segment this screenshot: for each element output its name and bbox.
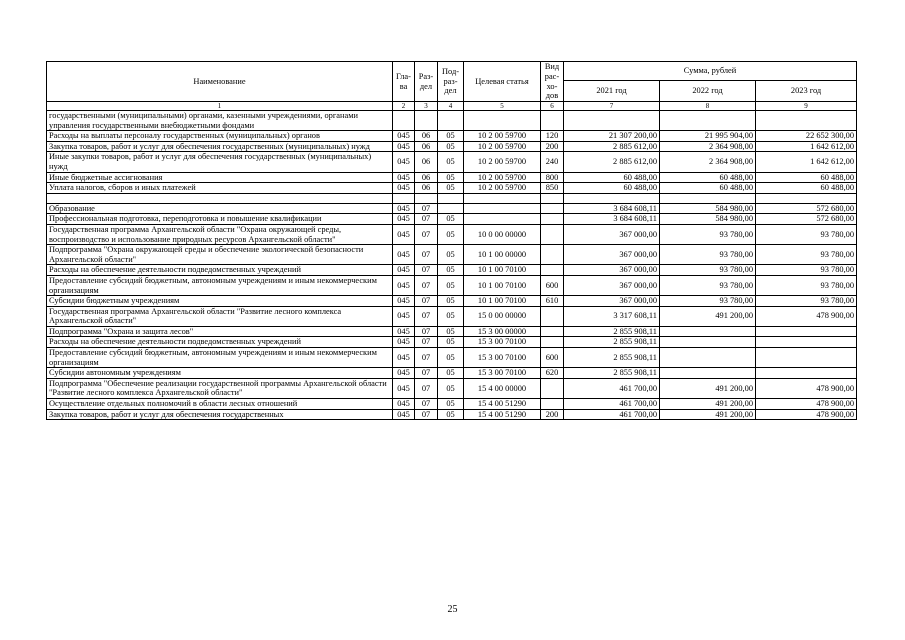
row-target: 10 1 00 00000 — [464, 245, 541, 265]
row-sum-2023: 478 900,00 — [756, 306, 857, 326]
row-sum-2023: 478 900,00 — [756, 399, 857, 410]
row-sum-2021 — [564, 111, 660, 131]
row-podrazdel: 05 — [438, 183, 464, 194]
row-name: Государственная программа Архангельской области "Охрана окружающей среды, воспроизводство и использование природных ресурсов Архангельской области" — [47, 224, 393, 244]
budget-table — [46, 61, 857, 420]
row-vid — [541, 399, 564, 410]
row-sum-2022 — [660, 337, 756, 348]
row-podrazdel: 05 — [438, 368, 464, 379]
row-podrazdel: 05 — [438, 275, 464, 295]
row-name: государственными (муниципальными) органами, казенными учреждениями, органами управления государственными внебюджетными фондами — [47, 111, 393, 131]
row-razdel: 07 — [415, 265, 438, 276]
row-glava: 045 — [393, 141, 415, 152]
table-row — [47, 296, 857, 307]
row-sum-2021: 3 317 608,11 — [564, 306, 660, 326]
row-name: Подпрограмма "Обеспечение реализации государственной программы Архангельской области "Развитие лесного комплекса Архангельской области" — [47, 378, 393, 398]
row-target: 10 2 00 59700 — [464, 152, 541, 172]
row-vid — [541, 214, 564, 225]
row-glava: 045 — [393, 131, 415, 142]
row-podrazdel: 05 — [438, 265, 464, 276]
row-sum-2022: 2 364 908,00 — [660, 152, 756, 172]
table-header-row — [47, 62, 857, 81]
row-target: 10 2 00 59700 — [464, 131, 541, 142]
row-sum-2023: 93 780,00 — [756, 224, 857, 244]
header-2023: 2023 год — [756, 81, 857, 102]
row-sum-2021 — [564, 193, 660, 203]
row-name: Расходы на обеспечение деятельности подведомственных учреждений — [47, 337, 393, 348]
col-number: 8 — [660, 102, 756, 111]
row-vid: 850 — [541, 183, 564, 194]
row-sum-2021: 2 855 908,11 — [564, 326, 660, 337]
row-glava: 045 — [393, 172, 415, 183]
row-razdel: 07 — [415, 348, 438, 368]
table-row — [47, 183, 857, 194]
row-target — [464, 193, 541, 203]
table-row — [47, 214, 857, 225]
row-sum-2022: 93 780,00 — [660, 275, 756, 295]
row-podrazdel: 05 — [438, 326, 464, 337]
row-glava: 045 — [393, 409, 415, 420]
row-target — [464, 111, 541, 131]
row-target — [464, 214, 541, 225]
row-vid: 600 — [541, 275, 564, 295]
row-razdel: 07 — [415, 203, 438, 214]
row-sum-2021: 60 488,00 — [564, 183, 660, 194]
row-razdel: 06 — [415, 183, 438, 194]
row-sum-2023: 572 680,00 — [756, 214, 857, 225]
row-razdel: 07 — [415, 296, 438, 307]
row-glava: 045 — [393, 183, 415, 194]
row-sum-2023: 1 642 612,00 — [756, 141, 857, 152]
row-sum-2021: 2 855 908,11 — [564, 368, 660, 379]
row-target: 15 4 00 00000 — [464, 378, 541, 398]
row-razdel: 07 — [415, 224, 438, 244]
row-vid: 800 — [541, 172, 564, 183]
table-row — [47, 378, 857, 398]
row-vid: 610 — [541, 296, 564, 307]
row-target: 15 3 00 70100 — [464, 337, 541, 348]
row-sum-2021: 461 700,00 — [564, 378, 660, 398]
row-sum-2022: 21 995 904,00 — [660, 131, 756, 142]
row-sum-2023 — [756, 337, 857, 348]
table-row — [47, 203, 857, 214]
table-row — [47, 275, 857, 295]
row-glava: 045 — [393, 214, 415, 225]
row-sum-2022: 2 364 908,00 — [660, 141, 756, 152]
row-sum-2021: 367 000,00 — [564, 265, 660, 276]
row-razdel: 07 — [415, 326, 438, 337]
row-sum-2022 — [660, 111, 756, 131]
row-vid: 240 — [541, 152, 564, 172]
row-sum-2022: 60 488,00 — [660, 172, 756, 183]
row-target: 15 4 00 51290 — [464, 409, 541, 420]
header-podrazdel: Под-раз-дел — [438, 62, 464, 102]
row-sum-2021: 21 307 200,00 — [564, 131, 660, 142]
row-name: Закупка товаров, работ и услуг для обеспечения государственных — [47, 409, 393, 420]
row-glava: 045 — [393, 306, 415, 326]
row-glava: 045 — [393, 203, 415, 214]
row-sum-2023: 93 780,00 — [756, 275, 857, 295]
row-podrazdel: 05 — [438, 172, 464, 183]
row-name: Иные бюджетные ассигнования — [47, 172, 393, 183]
row-target: 10 1 00 70100 — [464, 275, 541, 295]
table-body — [47, 111, 857, 420]
row-podrazdel: 05 — [438, 306, 464, 326]
row-glava: 045 — [393, 399, 415, 410]
row-podrazdel: 05 — [438, 296, 464, 307]
row-sum-2022: 584 980,00 — [660, 214, 756, 225]
col-number: 4 — [438, 102, 464, 111]
row-vid — [541, 337, 564, 348]
row-podrazdel — [438, 193, 464, 203]
col-number: 7 — [564, 102, 660, 111]
row-vid — [541, 111, 564, 131]
row-name: Предоставление субсидий бюджетным, автономным учреждениям и иным некоммерческим организациям — [47, 348, 393, 368]
row-glava: 045 — [393, 265, 415, 276]
col-number: 9 — [756, 102, 857, 111]
row-sum-2023: 478 900,00 — [756, 378, 857, 398]
row-sum-2022: 93 780,00 — [660, 265, 756, 276]
row-razdel: 07 — [415, 245, 438, 265]
row-sum-2022: 584 980,00 — [660, 203, 756, 214]
row-sum-2021: 461 700,00 — [564, 409, 660, 420]
row-target: 15 3 00 00000 — [464, 326, 541, 337]
row-sum-2022: 93 780,00 — [660, 296, 756, 307]
table-row — [47, 152, 857, 172]
row-podrazdel: 05 — [438, 214, 464, 225]
row-name — [47, 193, 393, 203]
row-sum-2021: 367 000,00 — [564, 224, 660, 244]
col-number: 2 — [393, 102, 415, 111]
row-sum-2021: 2 855 908,11 — [564, 348, 660, 368]
row-razdel: 06 — [415, 131, 438, 142]
row-sum-2021: 461 700,00 — [564, 399, 660, 410]
row-razdel: 07 — [415, 409, 438, 420]
row-vid — [541, 326, 564, 337]
row-sum-2022: 491 200,00 — [660, 306, 756, 326]
row-podrazdel: 05 — [438, 409, 464, 420]
row-name: Иные закупки товаров, работ и услуг для обеспечения государственных (муниципальных) нужд — [47, 152, 393, 172]
row-target: 10 0 00 00000 — [464, 224, 541, 244]
row-vid — [541, 203, 564, 214]
header-target: Целевая статья — [464, 62, 541, 102]
row-glava: 045 — [393, 224, 415, 244]
row-vid — [541, 193, 564, 203]
row-sum-2021: 2 885 612,00 — [564, 152, 660, 172]
row-sum-2021: 367 000,00 — [564, 245, 660, 265]
table-row — [47, 245, 857, 265]
row-target: 15 3 00 70100 — [464, 368, 541, 379]
table-row — [47, 306, 857, 326]
table-row — [47, 141, 857, 152]
row-podrazdel: 05 — [438, 348, 464, 368]
row-target: 15 0 00 00000 — [464, 306, 541, 326]
row-sum-2021: 367 000,00 — [564, 296, 660, 307]
col-number: 1 — [47, 102, 393, 111]
row-vid — [541, 378, 564, 398]
table-row — [47, 172, 857, 183]
row-podrazdel: 05 — [438, 141, 464, 152]
row-vid: 600 — [541, 348, 564, 368]
row-podrazdel: 05 — [438, 337, 464, 348]
row-podrazdel — [438, 111, 464, 131]
table-row — [47, 131, 857, 142]
row-razdel: 06 — [415, 172, 438, 183]
row-target: 10 2 00 59700 — [464, 183, 541, 194]
row-name: Государственная программа Архангельской области "Развитие лесного комплекса Архангельской области" — [47, 306, 393, 326]
row-name: Подпрограмма "Охрана окружающей среды и обеспечение экологической безопасности Архангельской области" — [47, 245, 393, 265]
row-razdel: 07 — [415, 214, 438, 225]
column-number-row — [47, 102, 857, 111]
row-razdel: 07 — [415, 378, 438, 398]
row-glava: 045 — [393, 275, 415, 295]
row-podrazdel: 05 — [438, 399, 464, 410]
row-vid: 120 — [541, 131, 564, 142]
row-name: Уплата налогов, сборов и иных платежей — [47, 183, 393, 194]
row-target: 10 2 00 59700 — [464, 172, 541, 183]
row-sum-2023 — [756, 111, 857, 131]
header-sum: Сумма, рублей — [564, 62, 857, 81]
row-target — [464, 203, 541, 214]
row-sum-2022 — [660, 193, 756, 203]
row-glava: 045 — [393, 245, 415, 265]
row-name: Субсидии автономным учреждениям — [47, 368, 393, 379]
row-name: Закупка товаров, работ и услуг для обеспечения государственных (муниципальных) нужд — [47, 141, 393, 152]
row-sum-2023 — [756, 348, 857, 368]
row-glava — [393, 193, 415, 203]
header-name: Наименование — [47, 62, 393, 102]
row-glava: 045 — [393, 378, 415, 398]
row-name: Предоставление субсидий бюджетным, автономным учреждениям и иным некоммерческим организациям — [47, 275, 393, 295]
row-vid: 200 — [541, 409, 564, 420]
table-row — [47, 337, 857, 348]
row-podrazdel: 05 — [438, 152, 464, 172]
row-sum-2023: 22 652 300,00 — [756, 131, 857, 142]
row-sum-2022: 491 200,00 — [660, 409, 756, 420]
row-podrazdel — [438, 203, 464, 214]
row-sum-2023: 60 488,00 — [756, 183, 857, 194]
row-sum-2022: 60 488,00 — [660, 183, 756, 194]
row-razdel: 07 — [415, 306, 438, 326]
row-glava: 045 — [393, 348, 415, 368]
row-name: Субсидии бюджетным учреждениям — [47, 296, 393, 307]
row-vid: 200 — [541, 141, 564, 152]
row-razdel: 07 — [415, 368, 438, 379]
table-row — [47, 111, 857, 131]
row-vid — [541, 265, 564, 276]
row-razdel — [415, 193, 438, 203]
table-row — [47, 409, 857, 420]
row-name: Расходы на обеспечение деятельности подведомственных учреждений — [47, 265, 393, 276]
col-number: 3 — [415, 102, 438, 111]
row-sum-2023: 572 680,00 — [756, 203, 857, 214]
row-target: 10 1 00 70100 — [464, 296, 541, 307]
row-sum-2023: 93 780,00 — [756, 265, 857, 276]
row-razdel — [415, 111, 438, 131]
row-sum-2023 — [756, 326, 857, 337]
row-podrazdel: 05 — [438, 378, 464, 398]
row-name: Образование — [47, 203, 393, 214]
table-row — [47, 368, 857, 379]
row-sum-2023: 93 780,00 — [756, 245, 857, 265]
row-sum-2023: 1 642 612,00 — [756, 152, 857, 172]
row-glava: 045 — [393, 296, 415, 307]
row-sum-2023 — [756, 193, 857, 203]
row-sum-2022 — [660, 326, 756, 337]
row-sum-2022: 491 200,00 — [660, 378, 756, 398]
header-vid: Вид рас-хо-дов — [541, 62, 564, 102]
row-sum-2022: 93 780,00 — [660, 224, 756, 244]
row-name: Профессиональная подготовка, переподготовка и повышение квалификации — [47, 214, 393, 225]
page-number: 25 — [447, 604, 458, 615]
row-name: Расходы на выплаты персоналу государственных (муниципальных) органов — [47, 131, 393, 142]
row-razdel: 06 — [415, 152, 438, 172]
row-glava: 045 — [393, 368, 415, 379]
row-sum-2021: 60 488,00 — [564, 172, 660, 183]
row-razdel: 07 — [415, 337, 438, 348]
col-number: 5 — [464, 102, 541, 111]
row-target: 15 4 00 51290 — [464, 399, 541, 410]
row-sum-2023: 60 488,00 — [756, 172, 857, 183]
row-sum-2023: 478 900,00 — [756, 409, 857, 420]
row-target: 10 1 00 70100 — [464, 265, 541, 276]
row-sum-2023 — [756, 368, 857, 379]
row-glava: 045 — [393, 337, 415, 348]
row-sum-2022: 491 200,00 — [660, 399, 756, 410]
table-row — [47, 326, 857, 337]
row-name: Подпрограмма "Охрана и защита лесов" — [47, 326, 393, 337]
row-sum-2021: 2 885 612,00 — [564, 141, 660, 152]
row-target: 15 3 00 70100 — [464, 348, 541, 368]
row-sum-2021: 2 855 908,11 — [564, 337, 660, 348]
row-vid — [541, 245, 564, 265]
table-row — [47, 399, 857, 410]
table-row — [47, 224, 857, 244]
row-vid — [541, 224, 564, 244]
header-glava: Гла-ва — [393, 62, 415, 102]
row-sum-2023: 93 780,00 — [756, 296, 857, 307]
row-podrazdel: 05 — [438, 224, 464, 244]
row-sum-2021: 367 000,00 — [564, 275, 660, 295]
row-sum-2021: 3 684 608,11 — [564, 203, 660, 214]
row-vid: 620 — [541, 368, 564, 379]
row-sum-2022 — [660, 348, 756, 368]
row-glava: 045 — [393, 152, 415, 172]
row-podrazdel: 05 — [438, 131, 464, 142]
table-row — [47, 193, 857, 203]
row-razdel: 07 — [415, 275, 438, 295]
row-glava — [393, 111, 415, 131]
table-row — [47, 348, 857, 368]
header-razdel: Раз-дел — [415, 62, 438, 102]
row-razdel: 06 — [415, 141, 438, 152]
row-target: 10 2 00 59700 — [464, 141, 541, 152]
row-sum-2022 — [660, 368, 756, 379]
col-number: 6 — [541, 102, 564, 111]
row-podrazdel: 05 — [438, 245, 464, 265]
header-2021: 2021 год — [564, 81, 660, 102]
row-glava: 045 — [393, 326, 415, 337]
row-razdel: 07 — [415, 399, 438, 410]
header-2022: 2022 год — [660, 81, 756, 102]
row-sum-2022: 93 780,00 — [660, 245, 756, 265]
row-vid — [541, 306, 564, 326]
table-row — [47, 265, 857, 276]
row-name: Осуществление отдельных полномочий в области лесных отношений — [47, 399, 393, 410]
row-sum-2021: 3 684 608,11 — [564, 214, 660, 225]
